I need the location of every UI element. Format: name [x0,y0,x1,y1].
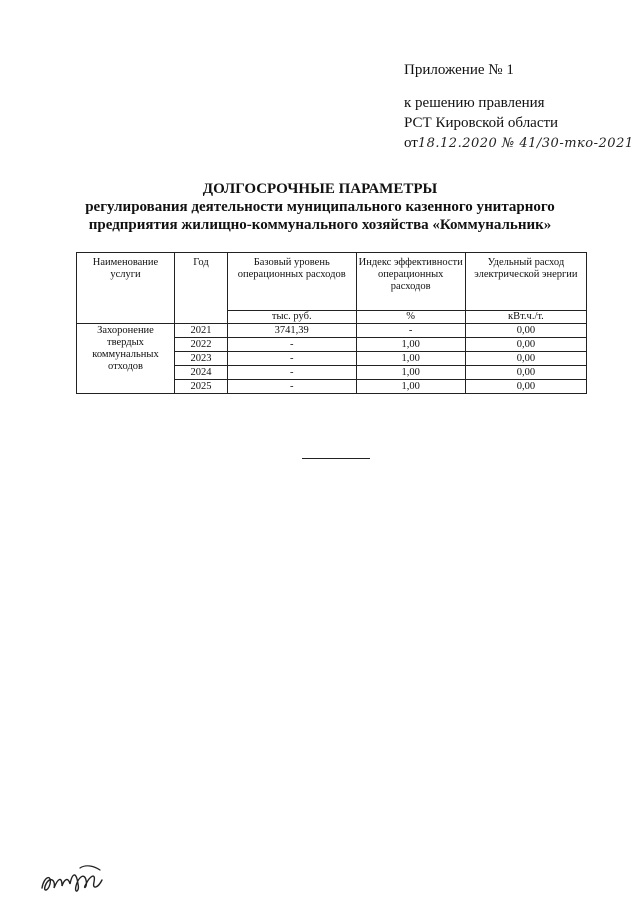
cell-energy: 0,00 [465,352,586,366]
cell-year: 2021 [174,324,227,338]
cell-base: - [227,366,356,380]
document-heading [0,180,640,234]
cell-index: 1,00 [356,380,465,394]
cell-year: 2024 [174,366,227,380]
header-year: Год [174,253,227,324]
cell-index: 1,00 [356,338,465,352]
appendix-line-2: РСТ Кировской области [404,115,559,131]
appendix-line-1: к решению правления [404,95,545,111]
date-prefix: от [404,135,418,151]
cell-year: 2023 [174,352,227,366]
cell-energy: 0,00 [465,338,586,352]
cell-base: - [227,380,356,394]
unit-index: % [356,311,465,324]
document-subtitle-line-2: предприятия жилищно-коммунального хозяйства «Коммунальник» [88,217,552,233]
header-index: Индекс эффективности операционных расходов [356,253,465,311]
cell-index: - [356,324,465,338]
cell-base: - [227,338,356,352]
cell-year: 2022 [174,338,227,352]
handwritten-date: 18.12.2020 № 41/30-тко-2021 [417,136,634,151]
cell-energy: 0,00 [465,324,586,338]
cell-index: 1,00 [356,352,465,366]
cell-index: 1,00 [356,366,465,380]
cell-year: 2025 [174,380,227,394]
appendix-date-line [404,133,634,154]
header-base: Базовый уровень операционных расходов [227,253,356,311]
header-energy: Удельный расход электрической энергии [465,253,586,311]
table-header-row [77,253,587,311]
cell-energy: 0,00 [465,366,586,380]
document-title: ДОЛГОСРОЧНЫЕ ПАРАМЕТРЫ [202,181,438,197]
document-subtitle-line-1: регулирования деятельности муниципального казенного унитарного [85,199,555,215]
appendix-block [404,60,634,154]
parameters-table [76,252,587,394]
cell-energy: 0,00 [465,380,586,394]
appendix-title: Приложение № 1 [404,62,514,78]
cell-base: 3741,39 [227,324,356,338]
divider-line [302,458,370,459]
table-row [77,324,587,338]
service-name: Захоронение твердых коммунальных отходов [77,324,175,394]
handwritten-signature [38,860,110,896]
unit-base: тыс. руб. [227,311,356,324]
header-service: Наименование услуги [77,253,175,324]
cell-base: - [227,352,356,366]
unit-energy: кВт.ч./т. [465,311,586,324]
